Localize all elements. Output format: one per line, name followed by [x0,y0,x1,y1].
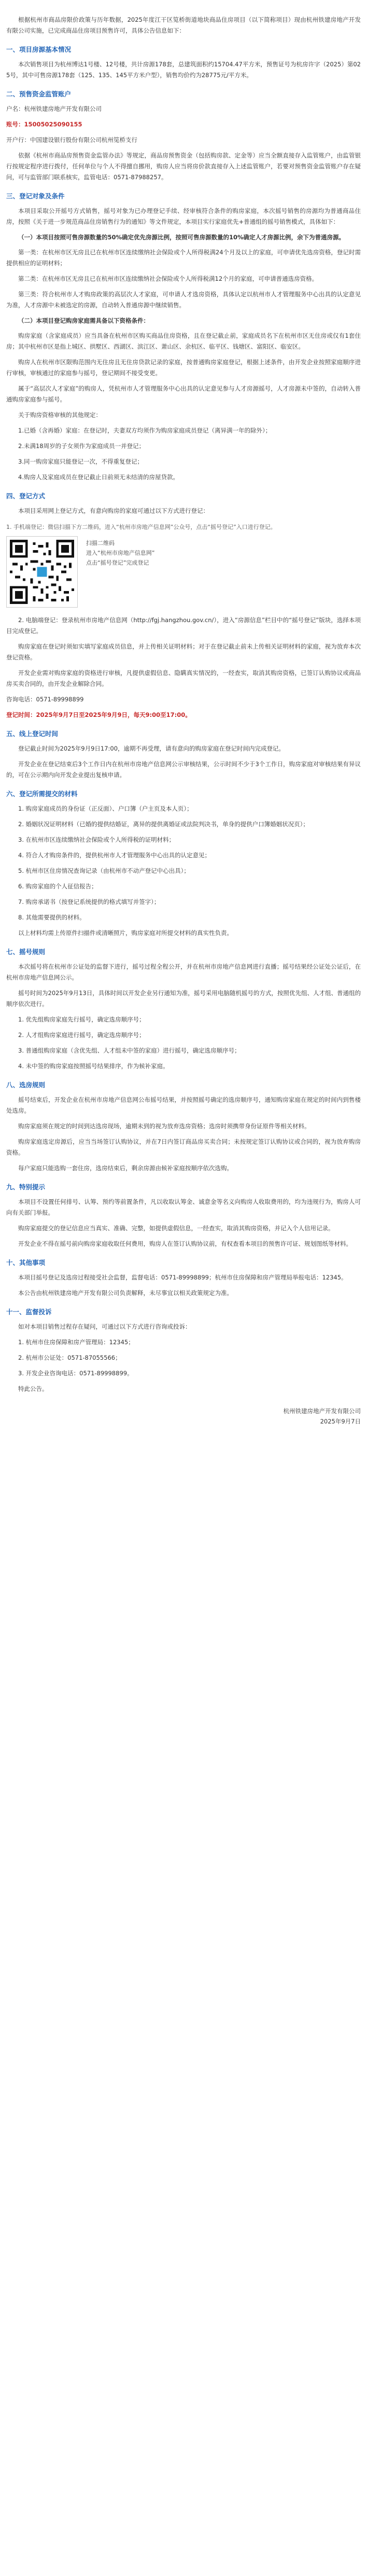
list-item: 6. 购房家庭的个人征信报告； [18,883,97,890]
qr-note-line: 扫描二维码 [86,540,115,546]
section-title: 九、特别提示 [6,1183,46,1191]
section-paragraph: 购房人在杭州市区限购范围内无住房且无住房贷款记录的家庭，按普通购房家庭登记，根据上述条件，由开发企业按照家庭顺序进行审核，审核通过的家庭参与摇号，登记期间不接受变更。 [6,358,361,377]
qr-notes [86,536,154,568]
section-paragraph: 每户家庭只能选购一套住房，选房结束后，剩余房源由候补家庭按顺序依次选购。 [18,1164,233,1172]
list-item: 4. 符合人才购房条件的，提供杭州市人才管理服务中心出具的认定意见； [18,852,211,859]
section-paragraph: 购房家庭在登记时须如实填写家庭成员信息，并上传相关证明材料；对于在登记截止前未上传相关证明材料的家庭，视为放弃本次登记资格。 [6,643,361,661]
section-title: 四、登记方式 [6,492,46,500]
section-paragraph: 购房家庭须在规定的时间到达选房现场，逾期未到的视为放弃选房资格；选房时须携带身份证原件等相关材料。 [18,1122,310,1130]
closing-line: 特此公告。 [18,1385,48,1392]
list-item: 3. 开发企业咨询电话：0571-89998899。 [18,1370,133,1377]
list-item: 1.已婚（含再婚）家庭：在登记时，夫妻双方均须作为购房家庭成员登记（离异满一年的除外）； [18,427,272,434]
account-name: 户名：杭州铁建房地产开发有限公司 [6,105,102,112]
section-paragraph: 本项目采用网上登记方式，有意向购房的家庭可通过以下方式进行登记： [18,507,209,514]
section-paragraph: 属于“高层次人才家庭”的购房人，凭杭州市人才管理服务中心出具的认定意见参与人才房源摇号，人才房源未中签的，自动转入普通购房家庭参与摇号。 [6,385,361,403]
section-paragraph: 第一类：在杭州市区无房且已在杭州市区连续缴纳社会保险或个人所得税满24个月及以上的家庭，可申请优先选房资格，登记时需提供相应的证明材料； [6,249,361,267]
list-item: 4. 未中签的购房家庭按照摇号结果排序，作为候补家庭。 [18,1062,169,1070]
section-paragraph: 购房家庭提交的登记信息应当真实、准确、完整，如提供虚假信息，一经查实，取消其购房资格，并记入个人信用记录。 [18,1225,334,1232]
list-item: 2.未满18周岁的子女须作为家庭成员一并登记； [18,442,145,450]
qr-note-line: 进入“杭州市房地产信息网” [86,550,155,556]
section-title: 八、选房规则 [6,1081,46,1089]
list-item: 1. 购房家庭成员的身份证（正反面）、户口簿（户主页及本人页）； [18,805,193,812]
section-paragraph: 开发企业不得在摇号前向购房家庭收取任何费用，购房人在签订认购协议前，有权查看本项目的预售许可证、规划图纸等材料。 [18,1240,352,1247]
section-paragraph: 本次销售项目为杭州博达1号楼、12号楼，共计房源178套，总建筑面积约15704.47平方米，预售证号为杭房许字（2025）第025号，其中可售房源178套（125、135、145平方米户型），销售均价约为28775元/平方米。 [6,61,361,79]
qr-caption: 1. 手机端登记：微信扫描下方二维码，进入“杭州市房地产信息网”公众号，点击“摇号登记”入口进行登记。 [6,524,276,530]
hotline-line [6,694,361,705]
intro-paragraph: 根据杭州市商品房限价政策与历年数据，2025年度江干区笕桥街道地块商品住房项目（以下简称项目）现由杭州铁建房地产开发有限公司实施，已完成商品住房项目预售许可，具体公告信息如下： [6,16,361,34]
signature-block [6,1406,361,1427]
section-paragraph: 摇号时间为2025年9月13日，具体时间以开发企业另行通知为准，摇号采用电脑随机摇号的方式，按照优先组、人才组、普通组的顺序依次进行。 [6,989,361,1008]
section-paragraph: 本公告由杭州铁建房地产开发有限公司负责解释，未尽事宜以相关政策规定为准。 [18,1289,233,1297]
list-item: 8. 其他需要提供的材料。 [18,914,86,921]
section-title: 五、线上登记时间 [6,730,59,738]
section-paragraph: 摇号结束后，开发企业在杭州市房地产信息网公布摇号结果，并按照摇号确定的选房顺序号，通知购房家庭在规定的时间内到售楼处选房。 [6,1096,361,1114]
section-title: 六、登记所需提交的材料 [6,790,78,798]
list-item: 2. 人才组购房家庭进行摇号，确定选房顺序号； [18,1031,145,1039]
list-item: 3. 普通组购房家庭（含优先组、人才组未中签的家庭）进行摇号，确定选房顺序号； [18,1047,241,1054]
section-paragraph: 本项目不设置任何排号、认筹、预约等前置条件，凡以收取认筹金、诚意金等名义向购房人收取费用的，均为违规行为，购房人可向有关部门举报。 [6,1198,361,1216]
section-paragraph: 购房家庭选定房源后，应当当场签订认购协议，并在7日内签订商品房买卖合同；未按规定签订认购协议或合同的，视为放弃购房资格。 [6,1138,361,1156]
registration-time-value: 2025年9月7日至2025年9月9日，每天9:00至17:00。 [36,711,191,718]
hotline-label: 咨询电话： [6,696,36,703]
footer-date: 2025年9月7日 [320,1418,361,1425]
section-paragraph: 第三类：符合杭州市人才购房政策的高层次人才家庭，可申请人才选房资格，具体认定以杭州市人才管理服务中心出具的认定意见为准，人才房源中未被选定的房源，自动转入普通房源中继续销售。 [6,291,361,309]
section-paragraph: 如对本项目销售过程存在疑问，可通过以下方式进行咨询或投诉： [18,1323,191,1330]
account-bank: 开户行：中国建设银行股份有限公司杭州笕桥支行 [6,136,137,143]
qr-code-block [6,523,361,608]
section-paragraph: 本项目摇号登记及选房过程接受社会监督，监督电话：0571-89998899；杭州市住房保障和房产管理局举报电话：12345。 [18,1274,347,1281]
registration-time-label: 登记时间： [6,711,36,718]
list-item: 1. 杭州市住房保障和房产管理局：12345； [18,1339,134,1346]
section-paragraph: 本项目采取公开摇号方式销售，摇号对象为已办理登记手续、经审核符合条件的购房家庭，本次摇号销售的房源均为普通商品住房，按照《关于进一步规范商品住房销售行为的通知》等文件规定，本项目实行家庭优先+普通组的摇号销售模式，具体如下： [6,207,361,225]
qr-code-icon[interactable] [6,536,78,608]
list-item: 7. 购房承诺书（按登记系统提供的格式填写并签字）； [18,898,160,905]
section-paragraph: 开发企业需对购房家庭的资格进行审核，凡提供虚假信息、隐瞒真实情况的，一经查实，取消其购房资格，已签订认购协议或商品房买卖合同的，由开发企业解除合同。 [6,669,361,687]
section-title: 十一、监督投诉 [6,1308,52,1316]
section-title: 十、其他事项 [6,1259,46,1267]
section-paragraph: 关于购房资格审核的其他规定： [18,411,102,419]
section-title: 七、摇号规则 [6,948,46,956]
section-paragraph: 第二类：在杭州市区无房且已在杭州市区连续缴纳社会保险或个人所得税满12个月的家庭，可申请普通选房资格。 [18,275,318,282]
qr-note-line: 点击“摇号登记”完成登记 [86,559,149,566]
section-subheading: （一）本项目按照可售房源数量的50%确定优先房源比例，按照可售房源数量的10%确定人才房源比例，余下为普通房源。 [18,234,345,241]
list-item: 4.购房人及家庭成员在登记截止日前须无未结清的房屋贷款。 [18,473,179,481]
section-paragraph: 依据《杭州市商品房预售资金监管办法》等规定，商品房预售资金（包括购房款、定金等）应当全额直接存入监管账户，由监管银行按规定程序进行拨付，任何单位与个人不得擅自挪用，购房人应当将房价款直接存入上述监管账户，若要对预售资金监管账户存在疑问，可与监管部门联系核实，监管电话：0571-87988257。 [6,152,361,181]
section-title: 一、项目房源基本情况 [6,46,72,53]
section-paragraph: 购房家庭（含家庭成员）应当具备在杭州市区购买商品住房资格，且在登记截止前，家庭成员名下在杭州市区无住房或仅有1套住房；其中杭州市区是指上城区、拱墅区、西湖区、滨江区、萧山区、余杭区、临平区、钱塘区、富阳区、临安区。 [6,332,361,350]
list-item: 1. 优先组购房家庭先行摇号，确定选房顺序号； [18,1016,145,1023]
list-item: 2. 婚姻状况证明材料（已婚的提供结婚证，离异的提供离婚证或法院判决书，单身的提供户口簿婚姻状况页）； [18,821,309,828]
section-paragraph: 本次摇号将在杭州市公证处的监督下进行，摇号过程全程公开，并在杭州市房地产信息网进行直播；摇号结果经公证处公证后，在杭州市房地产信息网公示。 [6,963,361,981]
section-paragraph: 以上材料均需上传原件扫描件或清晰照片，购房家庭对所提交材料的真实性负责。 [18,929,233,937]
list-item: 3. 在杭州市区连续缴纳社会保险或个人所得税的证明材料； [18,836,175,843]
hotline-number[interactable]: 0571-89998899 [36,696,84,703]
list-item: 2. 杭州市公证处：0571-87055566； [18,1354,121,1361]
section-title: 二、预售资金监管账户 [6,90,72,98]
section-paragraph: 2. 电脑端登记：登录杭州市房地产信息网（http://fgj.hangzhou.gov.cn/），进入“房源信息”栏目中的“摇号登记”版块，选择本项目完成登记。 [6,616,361,635]
account-number: 账号：15005025090155 [6,121,82,128]
section-subheading: （二）本项目登记购房家庭需具备以下资格条件： [18,317,149,324]
footer-company: 杭州铁建房地产开发有限公司 [283,1407,361,1415]
section-paragraph: 开发企业在登记结束后3个工作日内在杭州市房地产信息网公示审核结果，公示时间不少于3个工作日，购房家庭对审核结果有异议的，可在公示期内向开发企业提出复核申请。 [6,760,361,779]
list-item: 5. 杭州市区住房情况查询记录（由杭州市不动产登记中心出具）； [18,867,190,874]
section-paragraph: 登记截止时间为2025年9月9日17:00，逾期不再受理，请有意向的购房家庭在登记时间内完成登记。 [18,745,285,752]
list-item: 3.同一购房家庭只能登记一次，不得重复登记； [18,458,143,465]
registration-time-line [6,710,361,721]
section-title: 三、登记对象及条件 [6,192,65,200]
